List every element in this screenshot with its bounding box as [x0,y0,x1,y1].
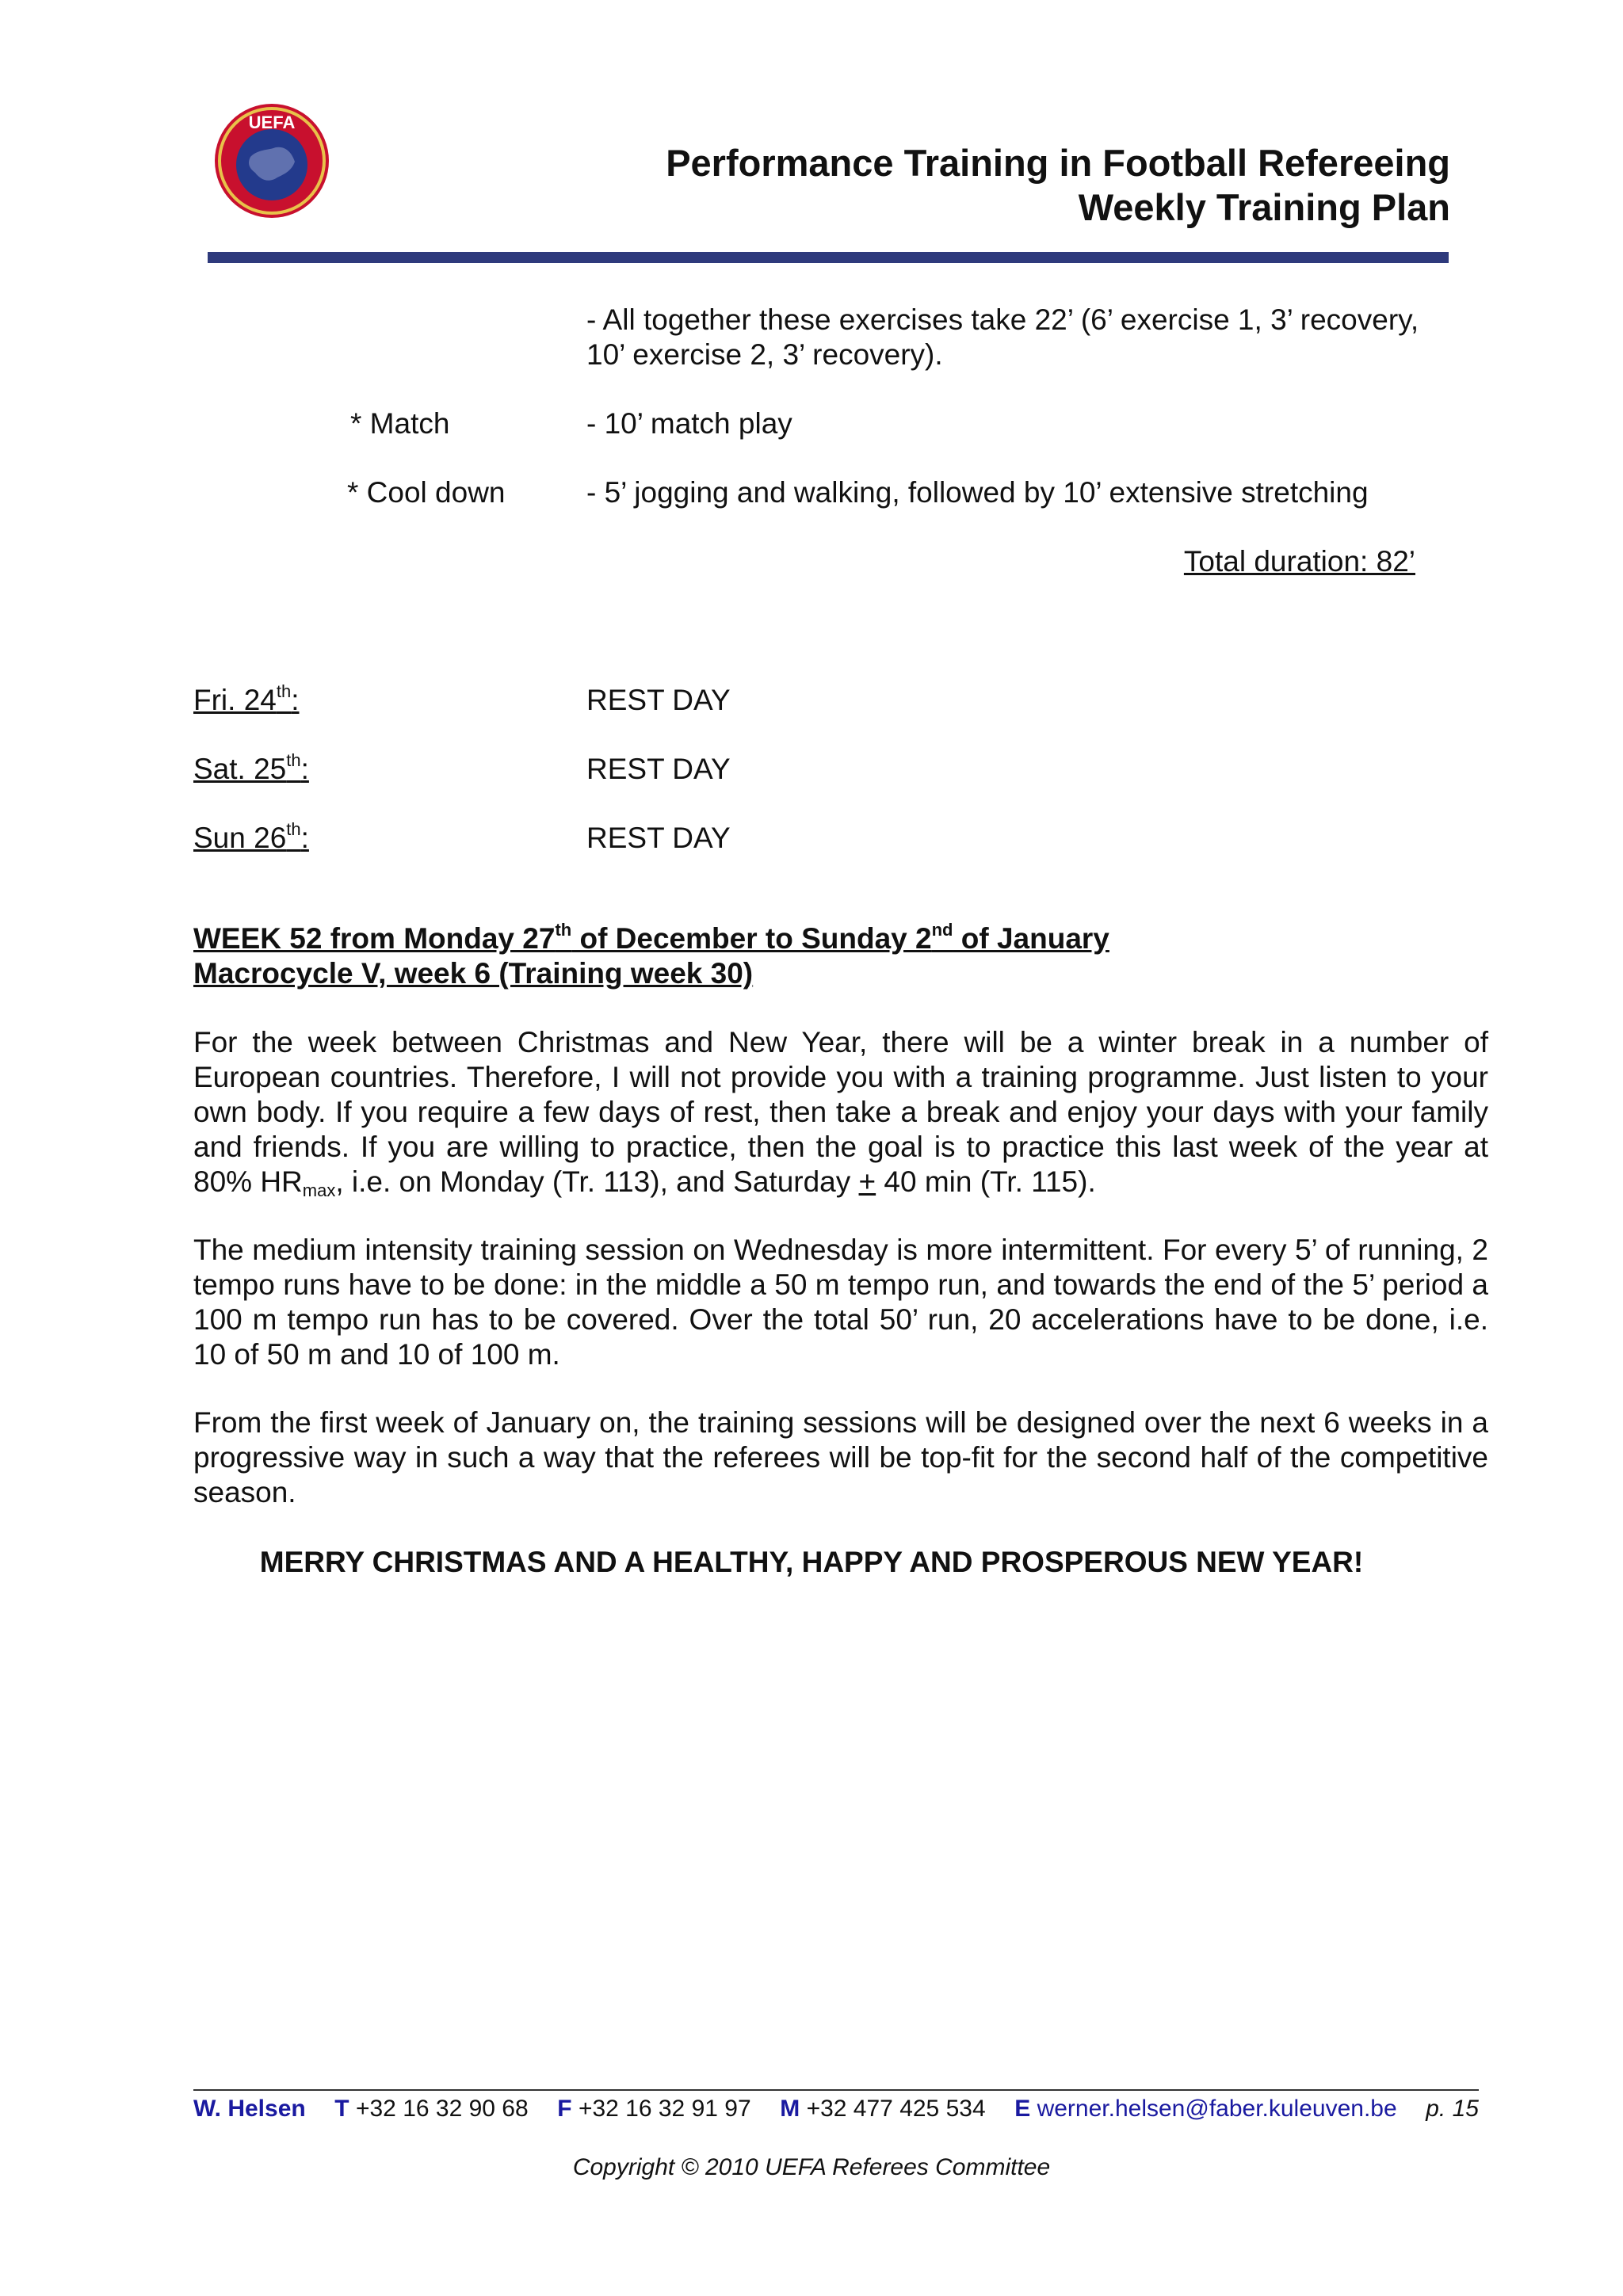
exercise-note-line-2: 10’ exercise 2, 3’ recovery). [586,338,943,371]
rest-day-text-sat: REST DAY [586,753,731,785]
title-line-2: Weekly Training Plan [1078,186,1450,228]
footer-contact [193,2095,1479,2123]
match-text: - 10’ match play [586,407,792,440]
footer-mobile: M +32 477 425 534 [780,2096,986,2122]
season-greeting: MERRY CHRISTMAS AND A HEALTHY, HAPPY AND PROSPEROUS NEW YEAR! [259,1546,1364,1578]
logo-text: UEFA [248,113,296,132]
match-label: * Match [350,407,450,440]
title-line-1: Performance Training in Football Refereeing [666,142,1450,184]
total-duration: Total duration: 82’ [1183,545,1415,578]
paragraph-january-plan: From the first week of January on, the training sessions will be designed over the next 6 weeks in a progressive way in such a way that the referees will be top-fit for the second half of the competitive season. [193,1406,1488,1508]
paragraph-medium-intensity: The medium intensity training session on Wednesday is more intermittent. For every 5’ of running, 2 tempo runs have to be done: in the middle a 50 m tempo run, and towards the end of the 5’ period a 100 m tempo run has to be covered. Over the total 50’ run, 20 accelerations have to be done, i.e. 10 of 50 m and 10 of 100 m. [193,1234,1488,1371]
rest-day-label-sat: Sat. 25th: [193,750,309,785]
rest-day-text-fri: REST DAY [586,684,731,716]
copyright: Copyright © 2010 UEFA Referees Committee [572,2154,1051,2180]
exercise-note [586,303,1419,372]
footer-rule [193,2089,1479,2091]
page-number: p. 15 [1426,2096,1479,2122]
page-title [666,141,1450,230]
rest-day-label-fri: Fri. 24th: [193,681,300,716]
week-heading-line-2: Macrocycle V, week 6 (Training week 30) [193,957,754,990]
week-heading-line-1: WEEK 52 from Monday 27th of December to Sunday 2nd of January [193,920,1109,955]
footer-name: W. Helsen [193,2096,306,2122]
cooldown-text: - 5’ jogging and walking, followed by 10’ extensive stretching [586,476,1369,509]
week-heading [193,921,1109,991]
paragraph-winter-break: For the week between Christmas and New Year, there will be a winter break in a number of European countries. Therefore, I will not provide you with a training programme. Just listen to your own body. If you require a few days of rest, then take a break and enjoy your days with your family and friends. If you are willing to practice, then the goal is to practice this last week of the year at 80% $HR_{max}$, i.e. on Monday (Tr. 113), and Saturday + 40 min (Tr. 115). [193,1026,1488,1200]
header-rule [208,252,1449,263]
exercise-note-line-1: - All together these exercises take 22’ (6’ exercise 1, 3’ recovery, [586,303,1419,336]
footer-phone: T +32 16 32 90 68 [334,2096,529,2122]
cooldown-label: * Cool down [347,476,506,509]
uefa-logo [212,101,331,220]
rest-day-text-sun: REST DAY [586,822,731,854]
footer-email[interactable]: E werner.helsen@faber.kuleuven.be [1014,2096,1397,2122]
footer-fax: F +32 16 32 91 97 [557,2096,751,2122]
rest-day-label-sun: Sun 26th: [193,819,309,854]
